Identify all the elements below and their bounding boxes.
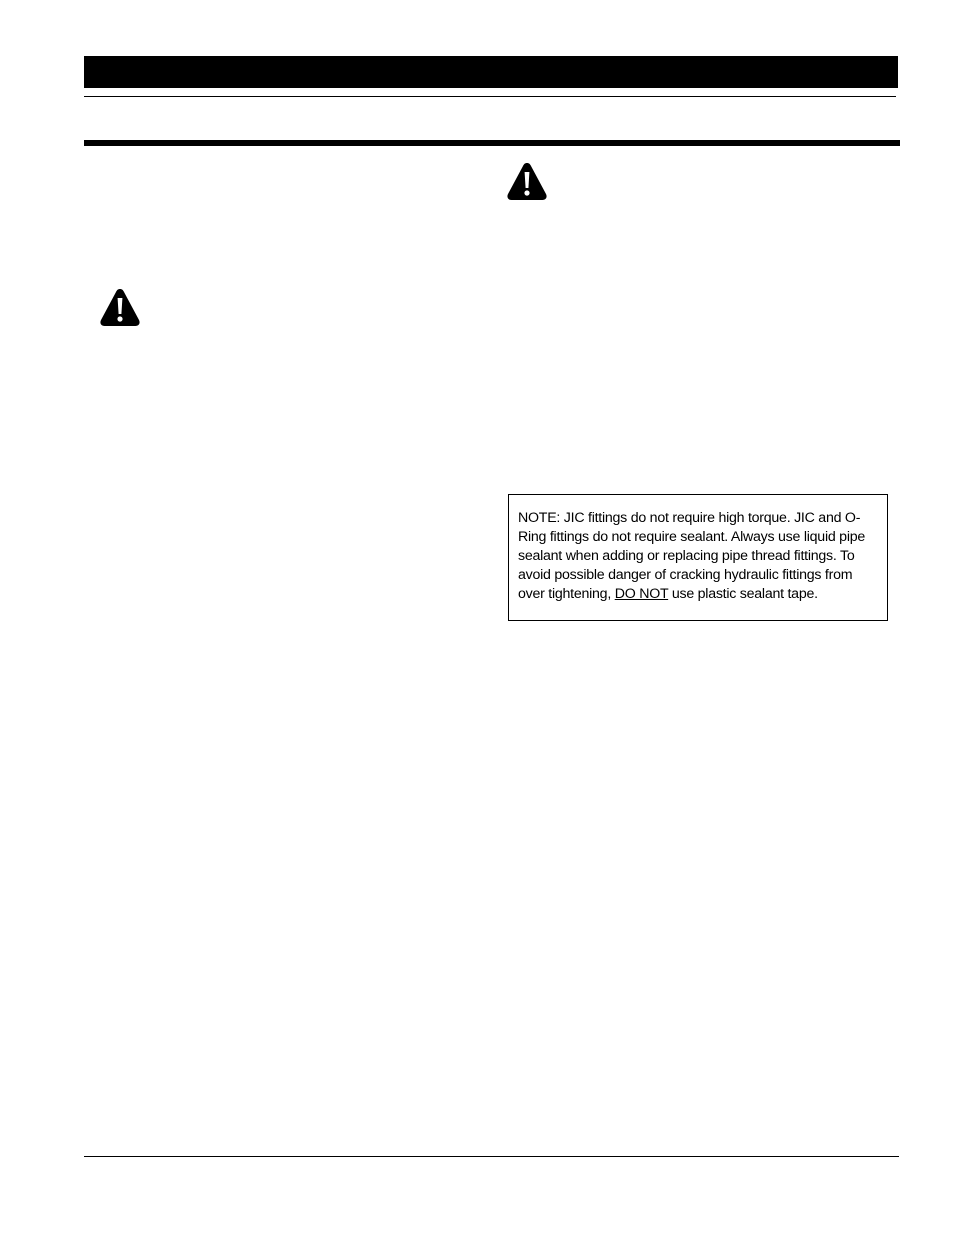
note-text: NOTE: JIC fittings do not require high torque. JIC and O-Ring fittings do not require sealant. Always use liquid pipe sealant when adding or replacing pipe thread fittings. To avoid possible danger of cracking hydraulic fittings from over tightening, xyxy=(518,510,865,602)
header-bar xyxy=(84,56,898,88)
note-box xyxy=(508,494,888,621)
note-text-end: use plastic sealant tape. xyxy=(668,586,818,602)
section-rule xyxy=(84,140,900,146)
warning-triangle-icon xyxy=(506,161,548,201)
footer-rule xyxy=(84,1156,899,1157)
header-rule xyxy=(84,96,896,97)
note-emphasis: DO NOT xyxy=(614,586,669,602)
warning-triangle-icon xyxy=(99,287,141,327)
